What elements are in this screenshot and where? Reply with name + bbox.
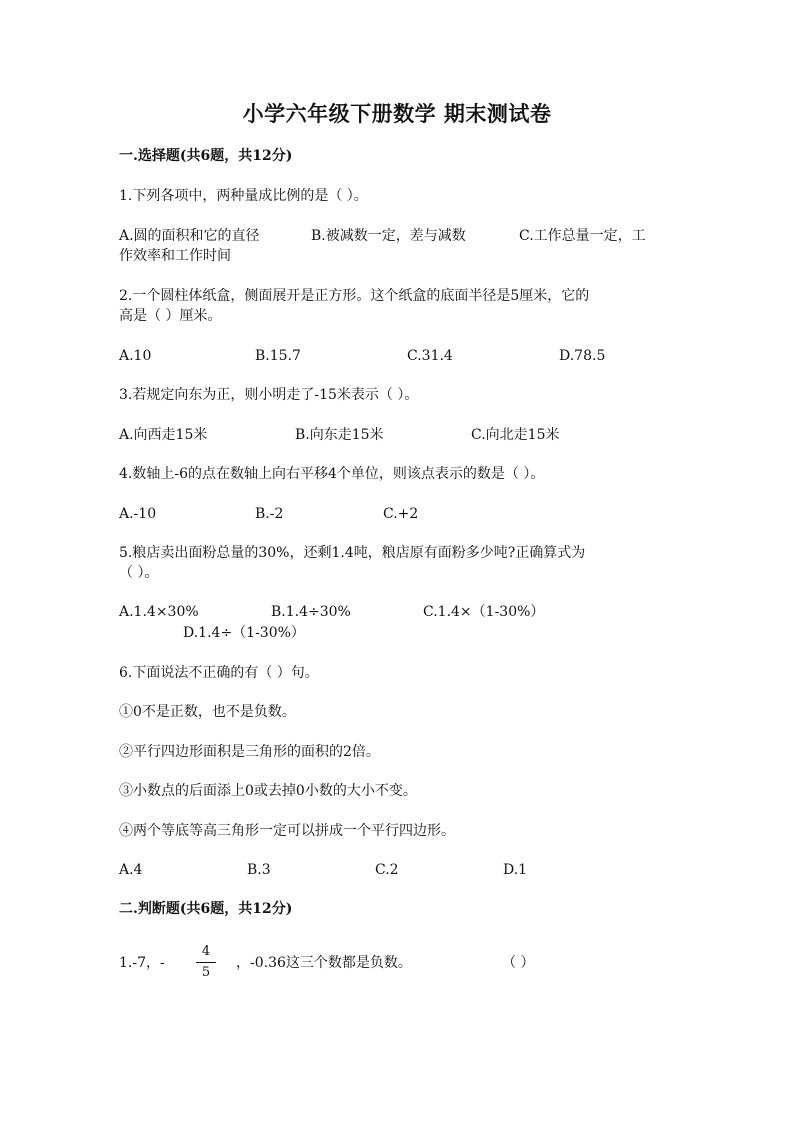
- page-title: 小学六年级下册数学 期末测试卷: [242, 101, 552, 126]
- judgment-1-answer-blank: （ ）: [502, 955, 535, 971]
- question-3-option-a: A.向西走15米: [119, 427, 208, 443]
- question-5-stem-cont: （ ）。: [119, 565, 159, 581]
- question-5-option-d: D.1.4÷（1-30%）: [183, 625, 305, 641]
- question-2-stem: 2.一个圆柱体纸盒，侧面展开是正方形。这个纸盒的底面半径是5厘米，它的: [119, 288, 590, 304]
- question-2-option-b: B.15.7: [255, 348, 301, 364]
- question-4-option-c: C.+2: [383, 506, 419, 522]
- question-2-option-c: C.31.4: [407, 348, 453, 364]
- question-5-option-a: A.1.4×30%: [119, 604, 199, 620]
- fraction-numerator: 4: [196, 943, 216, 963]
- question-6-option-c: C.2: [375, 862, 399, 878]
- judgment-1-prefix: 1.-7，-: [119, 955, 165, 971]
- question-6-stem: 6.下面说法不正确的有（ ）句。: [119, 665, 319, 681]
- question-1-option-c-cont: 作效率和工作时间: [119, 248, 231, 264]
- question-4-option-a: A.-10: [119, 506, 157, 522]
- question-4-stem: 4.数轴上-6的点在数轴上向右平移4个单位，则该点表示的数是（ ）。: [119, 466, 545, 482]
- judgment-1-text: ，-0.36这三个数都是负数。: [236, 955, 412, 971]
- section-heading-choice: 一.选择题(共6题，共12分): [119, 148, 293, 164]
- question-6-option-d: D.1: [503, 862, 528, 878]
- question-5-option-b: B.1.4÷30%: [271, 604, 351, 620]
- question-3-option-c: C.向北走15米: [471, 427, 560, 443]
- question-6-option-a: A.4: [119, 862, 143, 878]
- question-6-option-b: B.3: [247, 862, 271, 878]
- question-1-option-b: B.被减数一定，差与减数: [311, 228, 466, 244]
- fraction: [196, 943, 216, 982]
- question-5-stem: 5.粮店卖出面粉总量的30%，还剩1.4吨，粮店原有面粉多少吨?正确算式为: [119, 545, 586, 561]
- question-6-statement-4: ④两个等底等高三角形一定可以拼成一个平行四边形。: [119, 823, 455, 839]
- question-3-stem: 3.若规定向东为正，则小明走了-15米表示（ ）。: [119, 387, 419, 403]
- fraction-denominator: 5: [201, 965, 211, 980]
- question-4-option-b: B.-2: [255, 506, 284, 522]
- question-6-statement-2: ②平行四边形面积是三角形的面积的2倍。: [119, 744, 380, 760]
- question-1-stem: 1.下列各项中，两种量成比例的是（ ）。: [119, 188, 368, 204]
- question-1-option-c: C.工作总量一定，工: [519, 228, 646, 244]
- question-5-option-c: C.1.4×（1-30%）: [423, 604, 545, 620]
- question-1-option-a: A.圆的面积和它的直径: [119, 228, 260, 244]
- question-6-statement-1: ①0不是正数，也不是负数。: [119, 704, 296, 720]
- question-6-statement-3: ③小数点的后面添上0或去掉0小数的大小不变。: [119, 783, 417, 799]
- section-heading-judgment: 二.判断题(共6题，共12分): [119, 901, 293, 917]
- question-2-option-a: A.10: [119, 348, 152, 364]
- question-2-option-d: D.78.5: [559, 348, 606, 364]
- question-2-stem-cont: 高是（ ）厘米。: [119, 308, 222, 324]
- question-3-option-b: B.向东走15米: [295, 427, 384, 443]
